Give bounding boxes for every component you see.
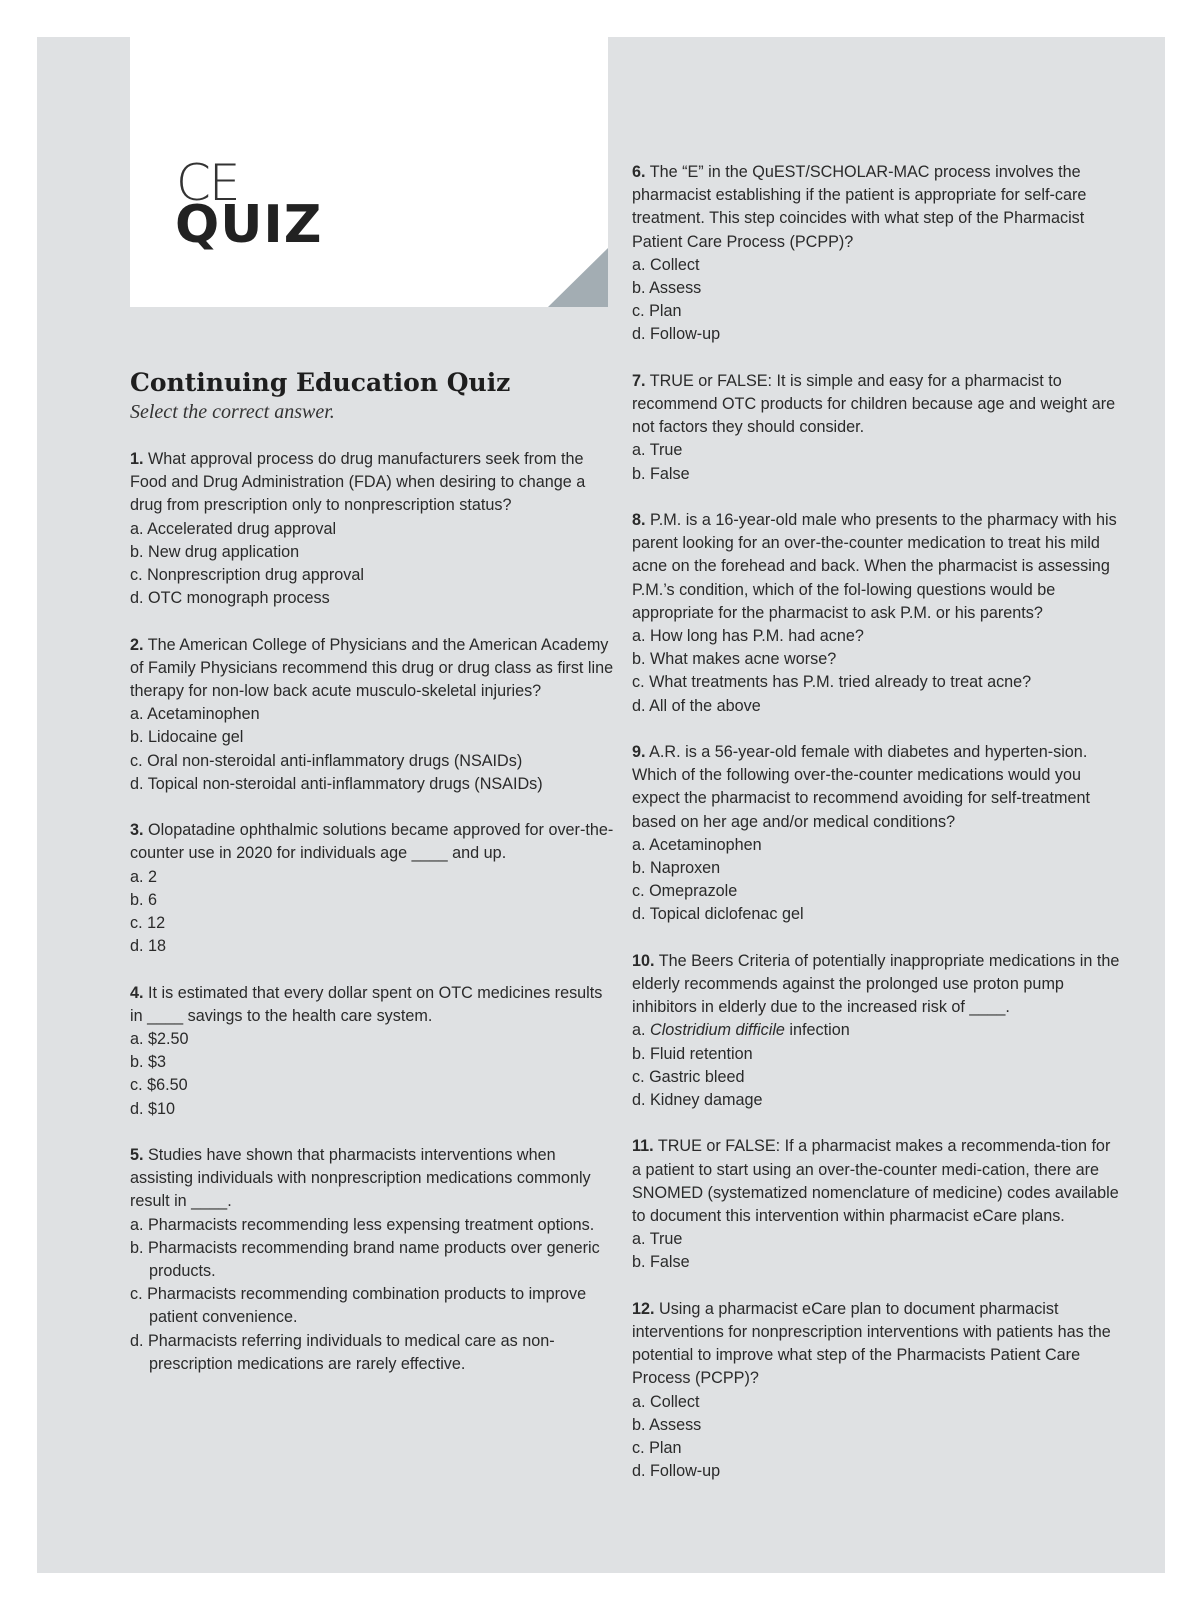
answer-option: d. OTC monograph process: [130, 589, 330, 608]
question-prompt: A.R. is a 56-year-old female with diabetes and hyperten-sion. Which of the following over-the-counter medications would you expect the pharmacist to recommend avoiding for self-treatment based on her age and/or medical conditions?: [632, 743, 1090, 831]
question-prompt: Studies have shown that pharmacists interventions when assisting individuals with nonprescription medications commonly result in ____.: [130, 1146, 591, 1211]
question-5-text: [130, 1144, 615, 1214]
answer-option: a. True: [632, 1230, 683, 1249]
answer-option: c. Oral non-steroidal anti-inflammatory drugs (NSAIDs): [130, 751, 523, 770]
answer-option: b. Pharmacists recommending brand name products over generic products.: [130, 1238, 600, 1281]
question-number: 9.: [632, 743, 646, 762]
question-8: [632, 509, 1122, 718]
answer-option: c. Plan: [632, 302, 682, 321]
question-prompt: P.M. is a 16-year-old male who presents to the pharmacy with his parent looking for an over-the-counter medication to treat his mild acne on the forehead and back. When the pharmacist is assessing P.M.’s condition, which of the fol-lowing questions would be appropriate for the pharmacist to ask P.M. or his parents?: [632, 511, 1117, 622]
answer-option: b. Lidocaine gel: [130, 728, 244, 747]
question-prompt: TRUE or FALSE: It is simple and easy for a pharmacist to recommend OTC products for children because age and weight are not factors they should consider.: [632, 371, 1116, 437]
question-10-text: [632, 950, 1122, 1020]
answer-option: d. Pharmacists referring individuals to medical care as non-prescription medications are rarely effective.: [130, 1331, 555, 1373]
question-prompt: What approval process do drug manufacturers seek from the Food and Drug Administration (FDA) when desiring to change a drug from prescription only to nonprescription status?: [130, 450, 586, 515]
answer-option: a. Acetaminophen: [130, 705, 260, 724]
question-2-text: [130, 634, 615, 704]
answer-option: d. Topical non-steroidal anti-inflammatory drugs (NSAIDs): [130, 774, 543, 793]
question-number: 3.: [130, 821, 144, 840]
question-number: 4.: [130, 983, 144, 1002]
question-10: [632, 950, 1122, 1112]
answer-option: c. 12: [130, 914, 166, 933]
answer-option: b. 6: [130, 890, 158, 909]
question-prompt: TRUE or FALSE: If a pharmacist makes a recommenda-tion for a patient to start using an over-the-counter medi-cation, there are SNOMED (systematized nomenclature of medicine) codes available to document this intervention within pharmacist eCare plans.: [632, 1137, 1119, 1226]
question-number: 11.: [632, 1137, 654, 1156]
answer-option: c. Pharmacists recommending combination products to improve patient convenience.: [130, 1285, 587, 1327]
question-number: 6.: [632, 163, 646, 181]
question-12-text: [632, 1298, 1122, 1391]
answer-option: a. True: [632, 441, 683, 460]
question-7-text: [632, 370, 1122, 440]
question-prompt: Using a pharmacist eCare plan to document pharmacist interventions for nonprescription interventions with patients has the potential to improve what step of the Pharmacists Patient Care Process (PCPP)?: [632, 1299, 1111, 1388]
answer-option: a. Collect: [632, 1392, 700, 1411]
answer-option: b. False: [632, 464, 690, 483]
answer-option: c. Omeprazole: [632, 882, 738, 901]
question-number: 5.: [130, 1146, 144, 1165]
answer-option: b. Assess: [632, 1415, 702, 1434]
answer-option: b. Naproxen: [632, 859, 721, 878]
question-3: [130, 819, 615, 958]
question-6-text: [632, 161, 1122, 254]
answer-option: a. Accelerated drug approval: [130, 519, 337, 538]
answer-option: a. 2: [130, 867, 158, 886]
answer-option: a. Collect: [632, 255, 700, 274]
question-7: [632, 370, 1122, 486]
answer-option: c. What treatments has P.M. tried already to treat acne?: [632, 673, 1032, 692]
corner-triangle-shape: [548, 248, 608, 307]
answer-option: a. Acetaminophen: [632, 835, 762, 854]
answer-option: b. What makes acne worse?: [632, 650, 837, 669]
question-prompt: The American College of Physicians and the American Academy of Family Physicians recommend this drug or drug class as first line therapy for non-low back acute musculo-skeletal injuries?: [130, 635, 614, 701]
answer-option: d. Follow-up: [632, 1462, 721, 1481]
answer-option: b. New drug application: [130, 542, 300, 561]
answer-option: c. Plan: [632, 1439, 682, 1458]
page-subheading: Select the correct answer.: [130, 401, 335, 423]
question-4-text: [130, 982, 615, 1028]
title-quiz: QUIZ: [175, 195, 323, 255]
answer-option: d. Topical diclofenac gel: [632, 905, 804, 924]
question-9-text: [632, 741, 1122, 834]
question-3-text: [130, 819, 615, 865]
option-suffix: infection: [784, 1021, 850, 1040]
left-column: [130, 448, 615, 1399]
question-9: [632, 741, 1122, 927]
question-prompt: The “E” in the QuEST/SCHOLAR-MAC process involves the pharmacist establishing if the patient is appropriate for self-care treatment. This step coincides with what step of the Pharmacist Patient Care Process (PCPP)?: [632, 163, 1087, 251]
answer-option: [632, 1019, 1122, 1042]
question-4: [130, 982, 615, 1121]
question-number: 2.: [130, 635, 144, 654]
question-1: [130, 448, 615, 610]
corner-triangle-decoration: [548, 248, 608, 307]
question-number: 1.: [130, 450, 144, 468]
question-5: [130, 1144, 615, 1376]
right-column: [632, 161, 1122, 1507]
option-prefix: a.: [632, 1021, 650, 1040]
answer-option: a. Pharmacists recommending less expensing treatment options.: [130, 1215, 595, 1234]
question-number: 7.: [632, 371, 646, 390]
option-italic-term: Clostridium difficile: [650, 1021, 785, 1040]
answer-option: d. $10: [130, 1099, 176, 1118]
answer-option: c. $6.50: [130, 1076, 188, 1095]
answer-option: c. Nonprescription drug approval: [130, 566, 364, 585]
answer-option: d. All of the above: [632, 696, 761, 715]
answer-option: c. Gastric bleed: [632, 1067, 745, 1086]
question-12: [632, 1298, 1122, 1484]
question-number: 12.: [632, 1299, 655, 1318]
question-2: [130, 634, 615, 796]
question-number: 10.: [632, 951, 655, 970]
answer-option: b. False: [632, 1253, 690, 1272]
question-6: [632, 161, 1122, 347]
answer-option: d. 18: [130, 937, 167, 956]
answer-option: b. Fluid retention: [632, 1044, 753, 1063]
answer-option: d. Follow-up: [632, 325, 721, 344]
question-prompt: Olopatadine ophthalmic solutions became approved for over-the-counter use in 2020 for individuals age ____ and up.: [130, 821, 614, 863]
answer-option: d. Kidney damage: [632, 1091, 763, 1110]
answer-option: b. $3: [130, 1053, 167, 1072]
answer-option: b. Assess: [632, 279, 702, 298]
question-11-text: [632, 1135, 1122, 1228]
question-prompt: It is estimated that every dollar spent on OTC medicines results in ____ savings to the health care system.: [130, 983, 603, 1025]
answer-option: a. How long has P.M. had acne?: [632, 627, 864, 646]
question-prompt: The Beers Criteria of potentially inappropriate medications in the elderly recommends against the prolonged use proton pump inhibitors in elderly due to the increased risk of ____.: [632, 951, 1120, 1017]
question-11: [632, 1135, 1122, 1274]
question-1-text: [130, 448, 615, 518]
page-heading: Continuing Education Quiz: [130, 368, 511, 397]
question-8-text: [632, 509, 1122, 625]
answer-option: a. $2.50: [130, 1030, 189, 1049]
question-number: 8.: [632, 511, 646, 530]
title-ce: CE: [176, 154, 239, 212]
